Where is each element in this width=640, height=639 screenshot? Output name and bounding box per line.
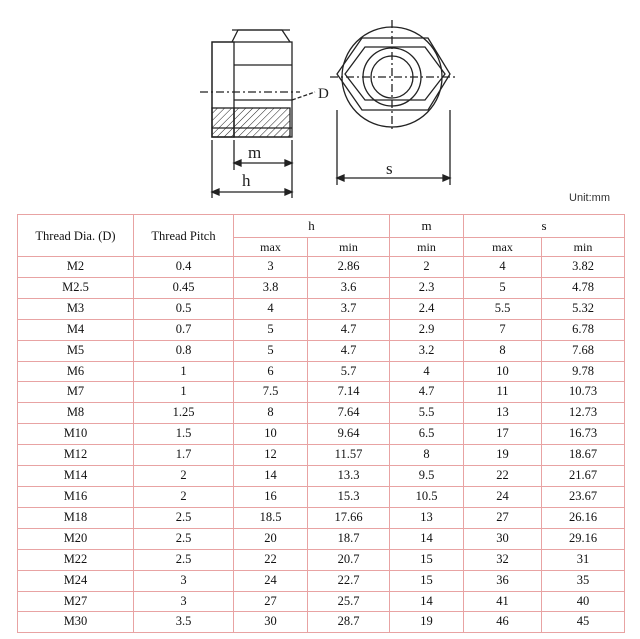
table-cell: 5: [234, 340, 308, 361]
table-cell: 35: [542, 570, 625, 591]
table-cell: 4.7: [308, 319, 390, 340]
table-cell: M2.5: [18, 277, 134, 298]
table-cell: M18: [18, 507, 134, 528]
table-cell: 11: [464, 382, 542, 403]
table-cell: M6: [18, 361, 134, 382]
table-row: [18, 591, 625, 612]
table-cell: 1: [134, 382, 234, 403]
table-cell: 6.5: [390, 424, 464, 445]
table-cell: 32: [464, 549, 542, 570]
table-cell: M24: [18, 570, 134, 591]
table-cell: M7: [18, 382, 134, 403]
table-cell: M4: [18, 319, 134, 340]
table-cell: 27: [234, 591, 308, 612]
header-h-min: min: [308, 238, 390, 257]
table-cell: 4: [390, 361, 464, 382]
table-cell: 0.4: [134, 257, 234, 278]
table-cell: M2: [18, 257, 134, 278]
label-s: s: [386, 159, 393, 178]
table-cell: 15: [390, 570, 464, 591]
label-d: D: [318, 86, 329, 102]
table-cell: 17: [464, 424, 542, 445]
table-cell: M5: [18, 340, 134, 361]
table-cell: 9.64: [308, 424, 390, 445]
table-cell: 22: [464, 466, 542, 487]
table-cell: 7.68: [542, 340, 625, 361]
table-cell: 30: [234, 612, 308, 633]
table-cell: 17.66: [308, 507, 390, 528]
table-cell: 12.73: [542, 403, 625, 424]
table-cell: 46: [464, 612, 542, 633]
table-cell: 1.5: [134, 424, 234, 445]
table-row: [18, 486, 625, 507]
header-thread-pitch: Thread Pitch: [134, 215, 234, 257]
table-row: [18, 340, 625, 361]
table-cell: 10: [464, 361, 542, 382]
table-cell: 14: [390, 591, 464, 612]
table-cell: 7.14: [308, 382, 390, 403]
table-cell: 16.73: [542, 424, 625, 445]
table-cell: 40: [542, 591, 625, 612]
header-m: m: [390, 215, 464, 238]
unit-label: Unit:mm: [569, 192, 610, 204]
table-cell: 18.5: [234, 507, 308, 528]
table-cell: 2.86: [308, 257, 390, 278]
table-row: [18, 445, 625, 466]
table-cell: 5: [234, 319, 308, 340]
table-cell: M27: [18, 591, 134, 612]
table-cell: M12: [18, 445, 134, 466]
table-cell: 19: [390, 612, 464, 633]
table-cell: 10.73: [542, 382, 625, 403]
header-m-min: min: [390, 238, 464, 257]
header-thread-dia: Thread Dia. (D): [18, 215, 134, 257]
table-cell: M22: [18, 549, 134, 570]
table-cell: 0.5: [134, 298, 234, 319]
table-cell: 3.8: [234, 277, 308, 298]
table-cell: 2: [134, 486, 234, 507]
table-row: [18, 298, 625, 319]
nut-side-view: [200, 30, 315, 198]
table-cell: 5.5: [390, 403, 464, 424]
header-s-min: min: [542, 238, 625, 257]
table-row: [18, 466, 625, 487]
header-h: h: [234, 215, 390, 238]
table-cell: 24: [464, 486, 542, 507]
table-cell: 29.16: [542, 528, 625, 549]
table-cell: 21.67: [542, 466, 625, 487]
table-cell: 2: [134, 466, 234, 487]
table-row: [18, 382, 625, 403]
table-cell: 7.64: [308, 403, 390, 424]
table-cell: 5: [464, 277, 542, 298]
table-row: [18, 361, 625, 382]
table-cell: 11.57: [308, 445, 390, 466]
table-cell: 5.5: [464, 298, 542, 319]
table-cell: 2.5: [134, 528, 234, 549]
table-row: [18, 549, 625, 570]
table-cell: 4: [464, 257, 542, 278]
table-row: [18, 528, 625, 549]
table-cell: 3: [134, 591, 234, 612]
table-cell: 15.3: [308, 486, 390, 507]
table-cell: 22.7: [308, 570, 390, 591]
table-cell: 13.3: [308, 466, 390, 487]
table-cell: 3.5: [134, 612, 234, 633]
table-cell: M14: [18, 466, 134, 487]
table-cell: 7.5: [234, 382, 308, 403]
table-cell: M10: [18, 424, 134, 445]
table-cell: 41: [464, 591, 542, 612]
table-cell: 4.7: [308, 340, 390, 361]
table-cell: 18.7: [308, 528, 390, 549]
table-cell: 18.67: [542, 445, 625, 466]
table-cell: 4.78: [542, 277, 625, 298]
table-cell: 8: [234, 403, 308, 424]
table-cell: 20.7: [308, 549, 390, 570]
nut-top-view: [330, 20, 456, 185]
table-cell: M3: [18, 298, 134, 319]
dimension-table: [17, 214, 625, 633]
table-cell: 16: [234, 486, 308, 507]
table-cell: 1.7: [134, 445, 234, 466]
table-row: [18, 612, 625, 633]
table-row: [18, 277, 625, 298]
header-s-max: max: [464, 238, 542, 257]
table-cell: 9.5: [390, 466, 464, 487]
table-cell: 1.25: [134, 403, 234, 424]
table-cell: 19: [464, 445, 542, 466]
table-cell: 14: [234, 466, 308, 487]
table-cell: 0.7: [134, 319, 234, 340]
table-cell: 7: [464, 319, 542, 340]
table-cell: 6.78: [542, 319, 625, 340]
table-cell: 13: [390, 507, 464, 528]
table-row: [18, 424, 625, 445]
table-cell: 25.7: [308, 591, 390, 612]
table-cell: M16: [18, 486, 134, 507]
table-cell: 2.5: [134, 549, 234, 570]
table-cell: 22: [234, 549, 308, 570]
table-cell: 5.7: [308, 361, 390, 382]
table-cell: 3: [134, 570, 234, 591]
table-row: [18, 319, 625, 340]
table-row: [18, 403, 625, 424]
header-h-max: max: [234, 238, 308, 257]
table-cell: 8: [464, 340, 542, 361]
label-h: h: [242, 171, 251, 190]
header-s: s: [464, 215, 625, 238]
table-cell: 2.9: [390, 319, 464, 340]
table-cell: 3.2: [390, 340, 464, 361]
table-cell: M30: [18, 612, 134, 633]
table-cell: 26.16: [542, 507, 625, 528]
table-cell: 24: [234, 570, 308, 591]
table-cell: 3: [234, 257, 308, 278]
table-cell: M8: [18, 403, 134, 424]
table-cell: M20: [18, 528, 134, 549]
table-cell: 28.7: [308, 612, 390, 633]
table-cell: 9.78: [542, 361, 625, 382]
table-cell: 8: [390, 445, 464, 466]
table-cell: 4.7: [390, 382, 464, 403]
table-cell: 1: [134, 361, 234, 382]
table-cell: 30: [464, 528, 542, 549]
table-cell: 3.82: [542, 257, 625, 278]
table-cell: 5.32: [542, 298, 625, 319]
table-cell: 2: [390, 257, 464, 278]
table-cell: 13: [464, 403, 542, 424]
table-row: [18, 570, 625, 591]
table-cell: 15: [390, 549, 464, 570]
table-cell: 45: [542, 612, 625, 633]
table-row: [18, 257, 625, 278]
table-cell: 3.6: [308, 277, 390, 298]
table-cell: 12: [234, 445, 308, 466]
table-cell: 31: [542, 549, 625, 570]
table-cell: 0.45: [134, 277, 234, 298]
table-cell: 10: [234, 424, 308, 445]
table-cell: 36: [464, 570, 542, 591]
table-cell: 0.8: [134, 340, 234, 361]
table-cell: 2.4: [390, 298, 464, 319]
table-cell: 4: [234, 298, 308, 319]
table-cell: 23.67: [542, 486, 625, 507]
table-cell: 14: [390, 528, 464, 549]
table-cell: 2.5: [134, 507, 234, 528]
table-row: [18, 507, 625, 528]
table-cell: 10.5: [390, 486, 464, 507]
table-cell: 20: [234, 528, 308, 549]
table-cell: 3.7: [308, 298, 390, 319]
table-cell: 2.3: [390, 277, 464, 298]
label-m: m: [248, 143, 262, 162]
table-cell: 27: [464, 507, 542, 528]
nut-technical-drawing: [0, 0, 640, 215]
table-cell: 6: [234, 361, 308, 382]
